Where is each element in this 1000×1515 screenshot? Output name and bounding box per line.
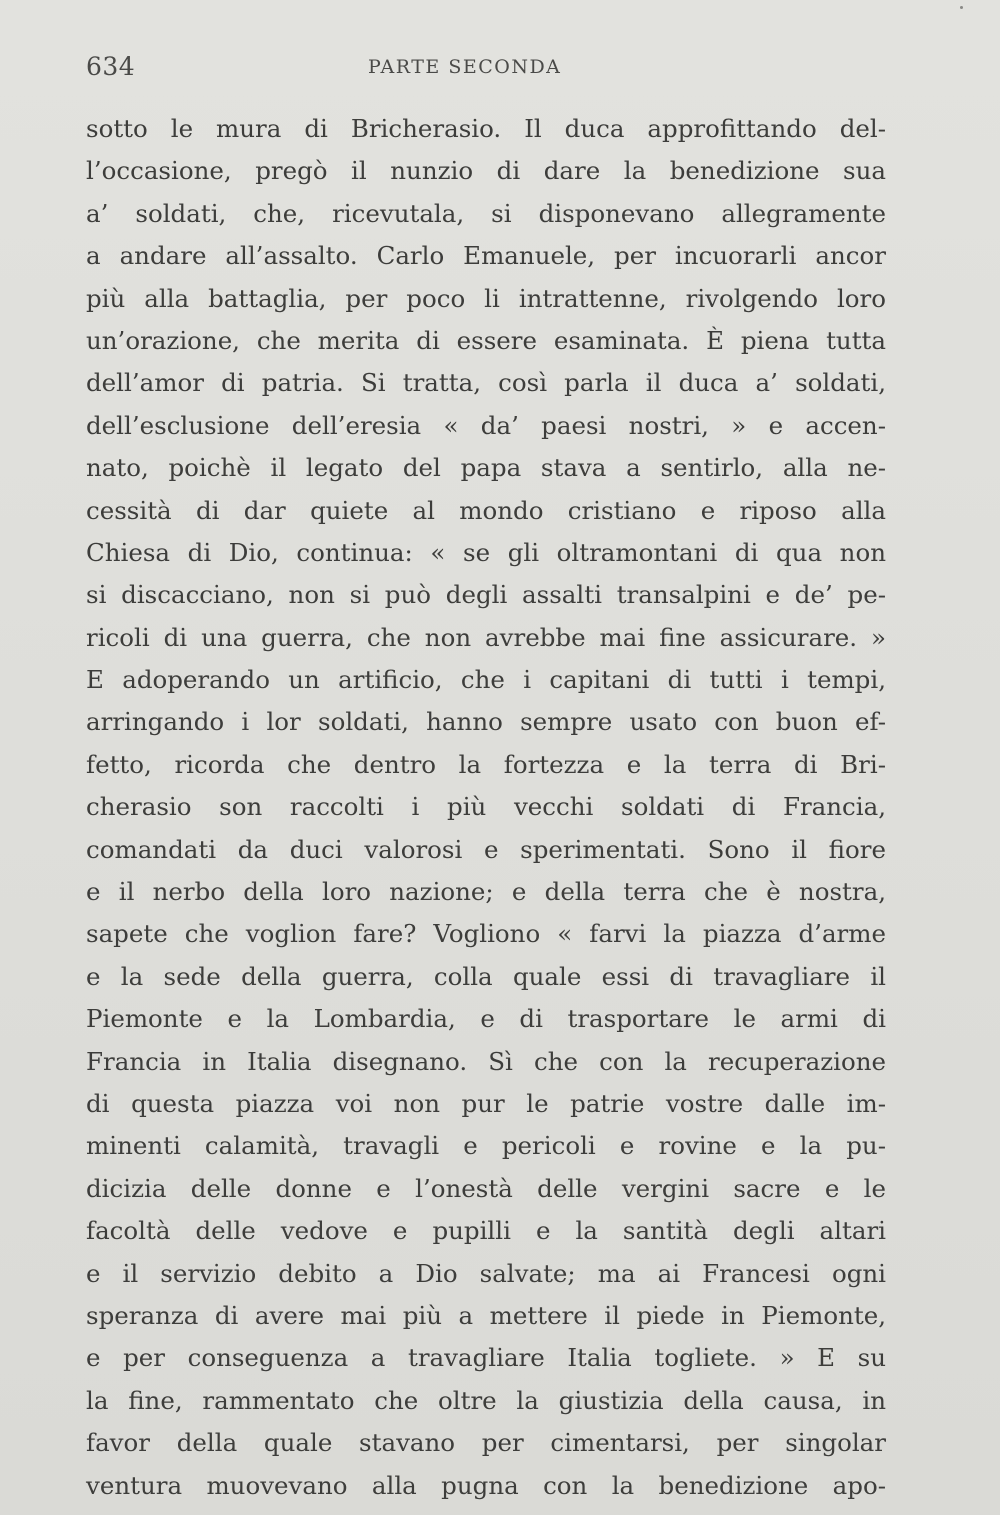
text-line: la fine, rammentato che oltre la giustizia della causa, in (86, 1385, 886, 1415)
text-line: di questa piazza voi non pur le patrie vostre dalle im- (86, 1088, 886, 1118)
text-line: più alla battaglia, per poco li intrattenne, rivolgendo loro (86, 283, 886, 313)
text-line: un’orazione, che merita di essere esaminata. È piena tutta (86, 325, 886, 355)
text-line: sotto le mura di Bricherasio. Il duca approfittando del- (86, 114, 886, 143)
speck-mark (960, 6, 963, 9)
text-line: dell’esclusione dell’eresia « da’ paesi nostri, » e accen- (86, 410, 886, 440)
text-line: Francia in Italia disegnano. Sì che con la recuperazione (86, 1046, 886, 1076)
text-line: cherasio son raccolti i più vecchi soldati di Francia, (86, 792, 886, 822)
text-line: ricoli di una guerra, che non avrebbe mai fine assicurare. » (86, 622, 886, 652)
text-line: dell’amor di patria. Si tratta, così parla il duca a’ soldati, (86, 368, 886, 398)
text-line: e la sede della guerra, colla quale essi di travagliare il (86, 961, 886, 991)
text-line: favor della quale stavano per cimentarsi, per singolar (86, 1428, 886, 1458)
text-line: si discacciano, non si può degli assalti transalpini e de’ pe- (86, 580, 886, 610)
running-title: PARTE SECONDA (368, 56, 562, 78)
text-line: e il nerbo della loro nazione; e della terra che è nostra, (86, 877, 886, 907)
text-line: E adoperando un artificio, che i capitani di tutti i tempi, (86, 665, 886, 695)
page-header (0, 52, 1000, 92)
text-line: minenti calamità, travagli e pericoli e rovine e la pu- (86, 1131, 886, 1161)
text-line: l’occasione, pregò il nunzio di dare la benedizione sua (86, 156, 886, 186)
text-line: cessità di dar quiete al mondo cristiano e riposo alla (86, 495, 886, 525)
text-line: fetto, ricorda che dentro la fortezza e la terra di Bri- (86, 749, 886, 779)
text-line: a andare all’assalto. Carlo Emanuele, per incuorarli ancor (86, 241, 886, 271)
text-line: comandati da duci valorosi e sperimentati. Sono il fiore (86, 834, 886, 864)
text-line: a’ soldati, che, ricevutala, si disponevano allegramente (86, 198, 886, 228)
text-line: arringando i lor soldati, hanno sempre usato con buon ef- (86, 707, 886, 737)
text-line: e per conseguenza a travagliare Italia togliete. » E su (86, 1343, 886, 1373)
text-line: sapete che voglion fare? Vogliono « farvi la piazza d’arme (86, 919, 886, 949)
text-line: e il servizio debito a Dio salvate; ma ai Francesi ogni (86, 1258, 886, 1288)
text-line: speranza di avere mai più a mettere il piede in Piemonte, (86, 1300, 886, 1330)
text-line: nato, poichè il legato del papa stava a sentirlo, alla ne- (86, 453, 886, 483)
text-line: ventura muovevano alla pugna con la benedizione apo- (86, 1470, 886, 1500)
text-line: facoltà delle vedove e pupilli e la santità degli altari (86, 1216, 886, 1246)
text-line: Piemonte e la Lombardia, e di trasportare le armi di (86, 1004, 886, 1034)
text-line: dicizia delle donne e l’onestà delle vergini sacre e le (86, 1173, 886, 1203)
page-number: 634 (86, 52, 136, 81)
body-text (86, 108, 886, 1507)
text-line: Chiesa di Dio, continua: « se gli oltramontani di qua non (86, 537, 886, 567)
